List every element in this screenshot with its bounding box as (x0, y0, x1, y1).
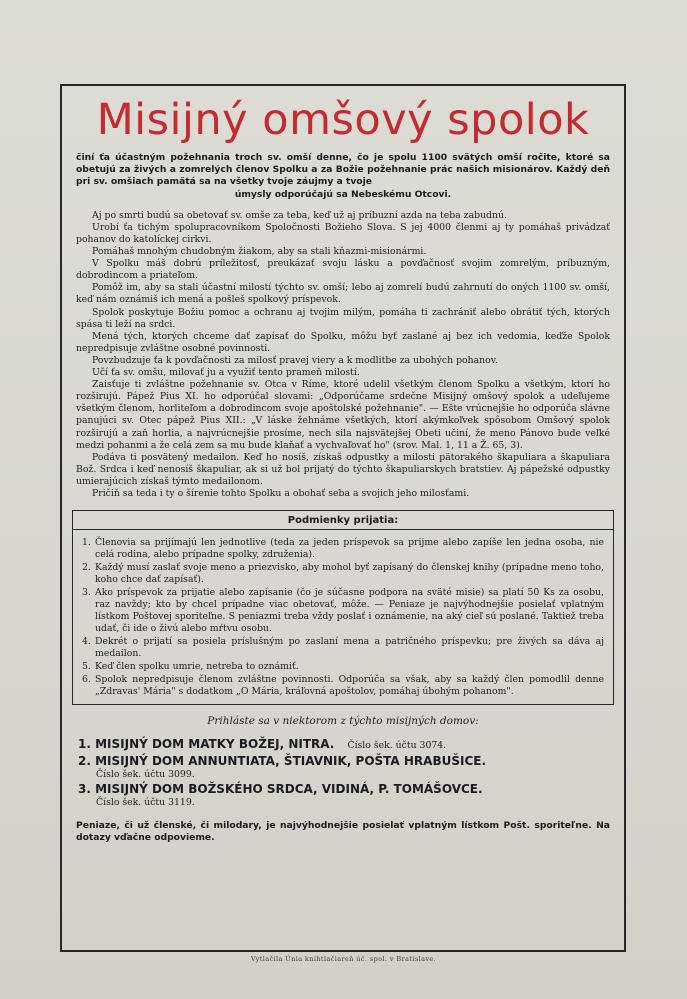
house-account: Číslo šek. účtu 3119. (96, 797, 195, 809)
paragraph: Urobí ťa tichým spolupracovníkom Spoločnosti Božieho Slova. S jej 4000 členmi aj ty pomáhaš privádzať pohanov do katolíckej cirkvi. (76, 221, 610, 245)
lead-paragraph (76, 152, 610, 201)
leaflet-title: Misijný omšový spolok (96, 95, 590, 145)
condition-item (82, 636, 604, 660)
payment-note: Peniaze, či už členské, či milodary, je najvýhodnejšie posielať vplatným lístkom Pošt. sporiteľne. Na dotazy vďačne odpovieme. (76, 820, 610, 844)
paragraph: Povzbudzuje ťa k povďačnosti za milosť pravej viery a k modlitbe za ubohých pohanov. (92, 354, 498, 366)
paragraph: Podáva ti posvätený medailon. Keď ho nosíš, získaš odpustky a milosti pätorakého škapuliara a škapuliara Bož. Srdca i keď nenosíš škapuliar, ak si už bol prijatý do týchto škapuliarskych bratstiev. Aj pápežské odpustky umierajúcich získaš týmto medailonom. (76, 451, 610, 487)
condition-item (82, 562, 604, 586)
condition-item (82, 537, 604, 561)
condition-number: 5. (82, 661, 91, 673)
paragraph: Aj po smrti budú sa obetovať sv. omše za teba, keď už aj príbuzní azda na teba zabudnú. (92, 209, 507, 221)
paragraph: Pomôž im, aby sa stali účastní milostí týchto sv. omší; lebo aj zomrelí budú zahrnutí do oných 1100 sv. omší, keď nám oznámiš ich mená a pošleš spolkový príspevok. (76, 282, 610, 306)
condition-number: 4. (82, 636, 91, 648)
condition-text: Členovia sa prijímajú len jednotlive (teda za jeden príspevok sa prijme alebo zapíše len jedna osoba, nie celá rodina, alebo prípadne spolky, združenia). (95, 537, 604, 561)
condition-item (82, 674, 604, 698)
paragraph: Spolok poskytuje Božiu pomoc a ochranu aj tvojim milým, pomáha ti zachrániť alebo obrátiť tých, ktorých spása ti leží na srdci. (76, 306, 610, 330)
condition-number: 1. (82, 537, 91, 549)
paragraph: Pomáhaš mnohým chudobným žiakom, aby sa stali kňazmi-misionármi. (92, 246, 427, 258)
condition-text: Ako príspevok za prijatie alebo zapísanie (čo je súčasne podpora na sväté misie) sa platí 50 Ks za osobu, raz navždy; kto by chcel prípadne viac obetovať, môže. — Peniaze je najvýhodnejšie posielať vplatným lístkom Poštovej sporiteľne. S peniazmi treba vždy poslať i oznámenie, na aký cieľ sú poslané. Taktiež treba udať, či ide o živú alebo mŕtvu osobu. (95, 587, 604, 635)
mission-houses (72, 733, 614, 808)
condition-text: Každý musí zaslať svoje meno a priezvisko, aby mohol byť zapísaný do členskej knihy (prípadne meno toho, koho chce dať zapísať). (95, 562, 604, 586)
condition-item (82, 587, 604, 635)
house-name: 2. MISIJNÝ DOM ANNUNTIATA, ŠTIAVNIK, POŠTA HRABUŠICE. (78, 754, 487, 769)
printer-imprint: Vytlačila Únia kníhtlačiareň úč. spol. v Bratislave. (250, 955, 437, 963)
condition-number: 3. (82, 587, 91, 599)
invite-line: Prihláste sa v niektorom z týchto misijných domov: (207, 715, 479, 728)
paragraph: V Spolku máš dobrú príležitosť, preukázať svoju lásku a povďačnosť svojim zomrelým, príbuzným, dobrodincom a priateľom. (76, 258, 610, 282)
house-account: Číslo šek. účtu 3099. (96, 769, 195, 781)
mission-house (78, 782, 614, 808)
condition-item (82, 661, 604, 673)
paragraph: Mená tých, ktorých chceme dať zapísať do Spolku, môžu byť zaslané aj bez ich vedomia, keďže Spolok nepredpisuje zvláštne osobné povinnosti. (76, 330, 610, 354)
condition-text: Keď člen spolku umrie, netreba to oznámiť. (95, 661, 299, 673)
mission-house (78, 733, 614, 752)
mission-house (78, 754, 614, 780)
paragraph: Pričiň sa teda i ty o šírenie tohto Spolku a obohať seba a svojich jeho milosťami. (92, 487, 470, 499)
paragraph: Učí ťa sv. omšu, milovať ju a využiť tento prameň milostí. (92, 367, 360, 379)
conditions-heading: Podmienky prijatia: (73, 515, 613, 530)
condition-text: Dekrét o prijatí sa posiela príslušným po zaslaní mena a patričného príspevku; pre živých sa dáva aj medailon. (95, 636, 604, 660)
leaflet-frame (60, 84, 626, 952)
conditions-box (72, 510, 614, 705)
lead-text: činí ťa účastným požehnania troch sv. omší denne, čo je spolu 1100 svätých omší ročite, ktoré sa obetujú za živých a zomrelých členov Spolku a za Božie požehnanie prác našich misionárov. Každý deň pri sv. omšiach pamätá sa na všetky tvoje záujmy a tvoje (76, 152, 610, 188)
condition-number: 6. (82, 674, 91, 686)
condition-number: 2. (82, 562, 91, 574)
paragraph: Zaisťuje ti zvláštne požehnanie sv. Otca v Ríme, ktoré udelil všetkým členom Spolku a všetkým, ktorí ho rozširujú. Pápež Pius XI. ho odporúčal slovami: „Odporúčame srdečne Misijný omšový spolok a udeľujeme všetkým členom, horliteľom a dobrodincom svoje apoštolské požehnanie". — Ešte vrúcnejšie ho odporúča slávne panujúci sv. Otec pápež Pius XII.: „V láske žehnáme všetkých, ktorí akýmkoľvek spôsobom Omšový spolok rozširujú a zaň horlia, a najvrúcnejšie prosíme, nech sila najsvätejšej Obeti učiní, že meno Pánovo bude veľké medzi pohanmi a že celá zem sa mu bude klaňať a vychvaľovať ho" (srov. Mal. 1, 11 a Ž. 65, 3). (76, 379, 610, 451)
house-name: 3. MISIJNÝ DOM BOŽSKÉHO SRDCA, VIDINÁ, P. TOMÁŠOVCE. (78, 782, 483, 797)
benefits-text (72, 210, 614, 500)
lead-text-end: úmysly odporúčajú sa Nebeskému Otcovi. (234, 188, 452, 200)
house-name: 1. MISIJNÝ DOM MATKY BOŽEJ, NITRA. (78, 737, 335, 752)
house-account: Číslo šek. účtu 3074. (347, 740, 447, 752)
condition-text: Spolok nepredpisuje členom zvláštne povinnosti. Odporúča sa však, aby sa každý člen pomodlil denne „Zdravas' Mária" s dodatkom „O Mária, kráľovná apoštolov, pomáhaj úbohým pohanom". (95, 674, 604, 698)
conditions-list (82, 537, 604, 698)
